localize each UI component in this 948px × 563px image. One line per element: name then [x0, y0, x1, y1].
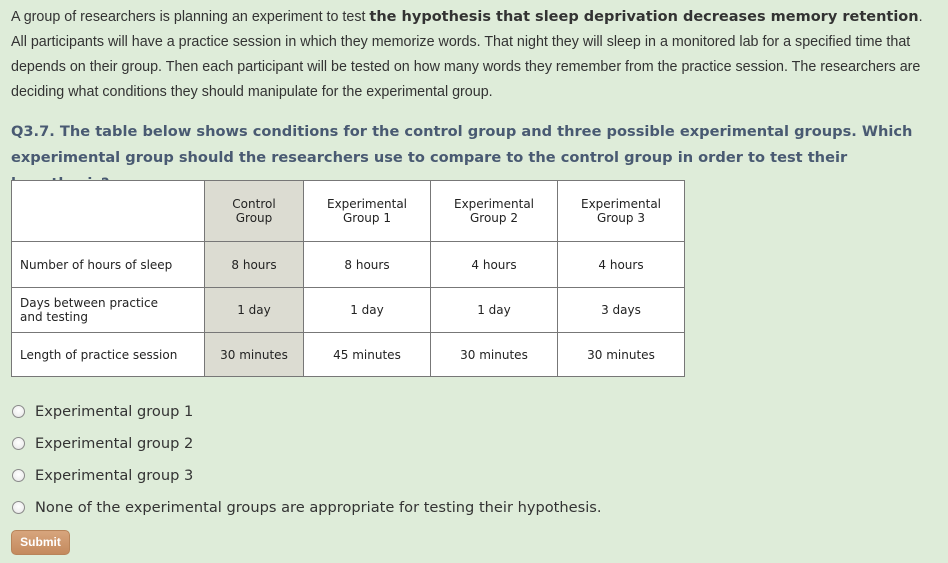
radio-button[interactable]: [12, 501, 25, 514]
table-cell: 4 hours: [431, 242, 558, 288]
table-cell: 3 days: [558, 288, 685, 333]
row-label: Length of practice session: [12, 333, 205, 377]
question-intro: [11, 5, 936, 105]
table-row: [12, 333, 685, 377]
table-cell: 30 minutes: [431, 333, 558, 377]
intro-lead: A group of researchers is planning an experiment to test: [11, 9, 370, 25]
table-header-row: [12, 181, 685, 242]
answer-options: [12, 395, 602, 523]
option-experimental-group-2[interactable]: [12, 427, 602, 459]
option-none-appropriate[interactable]: [12, 491, 602, 523]
question-prompt: Q3.7. The table below shows conditions for the control group and three possible experimental groups. Which experimental group should the researchers use to compare to the control group in order to test their: [11, 123, 913, 166]
header-experimental-group-3: Experimental Group 3: [558, 181, 685, 242]
table-cell: 8 hours: [304, 242, 431, 288]
option-label[interactable]: Experimental group 2: [35, 434, 194, 452]
intro-rest: All participants will have a practice session in which they memorize words. That night they will sleep in a monitored lab for a specified time that depends on their group. Then each participant will be tested on how many words they remember from the practice session. The researchers are deciding what conditions they should manipulate for the experimental group.: [11, 34, 921, 100]
row-label: Number of hours of sleep: [12, 242, 205, 288]
conditions-table: [11, 180, 685, 377]
table-cell: 30 minutes: [205, 333, 304, 377]
option-label[interactable]: None of the experimental groups are appropriate for testing their hypothesis.: [35, 498, 602, 516]
intro-hypothesis: the hypothesis that sleep deprivation decreases memory retention: [369, 9, 919, 25]
option-experimental-group-1[interactable]: [12, 395, 602, 427]
row-label: Days between practice and testing: [12, 288, 205, 333]
table-cell: 45 minutes: [304, 333, 431, 377]
table-cell: 4 hours: [558, 242, 685, 288]
submit-button[interactable]: Submit: [11, 530, 70, 555]
option-experimental-group-3[interactable]: [12, 459, 602, 491]
intro-period: .: [918, 9, 923, 25]
option-label[interactable]: Experimental group 1: [35, 402, 194, 420]
table-cell: 1 day: [205, 288, 304, 333]
option-label[interactable]: Experimental group 3: [35, 466, 194, 484]
table-row: [12, 242, 685, 288]
table-corner-cell: [12, 181, 205, 242]
table-cell: 30 minutes: [558, 333, 685, 377]
table-cell: 1 day: [431, 288, 558, 333]
header-experimental-group-2: Experimental Group 2: [431, 181, 558, 242]
radio-button[interactable]: [12, 469, 25, 482]
radio-button[interactable]: [12, 405, 25, 418]
table-row: [12, 288, 685, 333]
table-cell: 1 day: [304, 288, 431, 333]
header-experimental-group-1: Experimental Group 1: [304, 181, 431, 242]
table-cell: 8 hours: [205, 242, 304, 288]
radio-button[interactable]: [12, 437, 25, 450]
header-control-group: Control Group: [205, 181, 304, 242]
